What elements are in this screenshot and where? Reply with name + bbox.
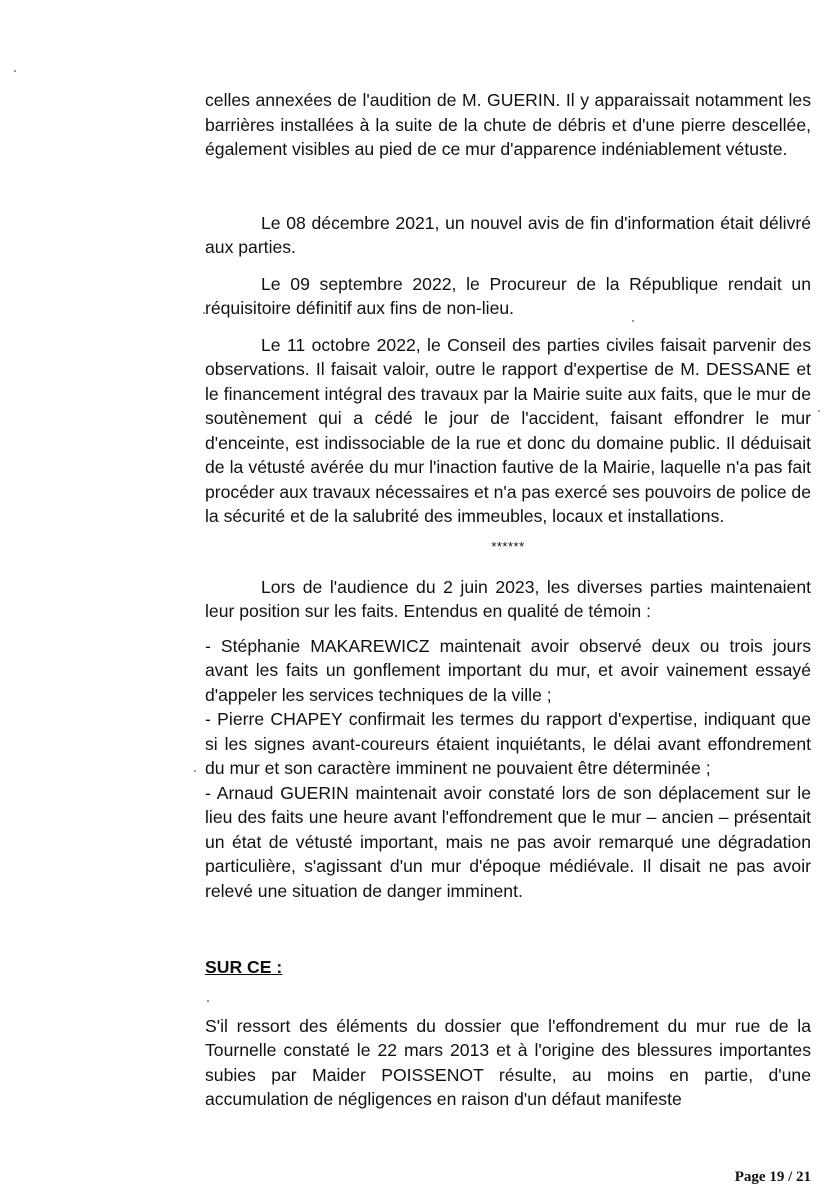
section-heading: SUR CE : [205,957,283,977]
paragraph-audience: Lors de l'audience du 2 juin 2023, les diverses parties maintenaient leur position sur les faits. Entendus en qualité de témoin : [205,576,811,621]
witness-statement: - Pierre CHAPEY confirmait les termes du rapport d'expertise, indiquant que si les signes avant-coureurs étaient inquiétants, le délai avant effondrement du mur et son caractère imminent ne pouvaient être déterminée ; [205,709,811,778]
paragraph-requisitoire: Le 09 septembre 2022, le Procureur de la République rendait un réquisitoire définitif aux fins de non-lieu. [205,273,811,318]
page-number: Page 19 / 21 [734,1169,811,1185]
section-separator: ****** [491,538,525,554]
witness-statement: - Arnaud GUERIN maintenait avoir constaté lors de son déplacement sur le lieu des faits une heure avant l'effondrement que le mur – ancien – présentait un état de vétusté important, mais ne pas avoir remarqué une dégradation particulière, s'agissant d'un mur d'époque médiévale. Il disait ne pas avoir relevé une situation de danger imminent. [205,782,811,901]
scan-speck [818,410,820,412]
scan-speck [14,70,16,72]
paragraph-observations: Le 11 octobre 2022, le Conseil des parties civiles faisait parvenir des observations. Il faisait valoir, outre le rapport d'expertise de M. DESSANE et le financement intégral des travaux par la Mairie suite aux faits, que le mur de soutènement qui a cédé le jour de l'accident, faisant effondrer le mur d'enceinte, est indissociable de la rue et donc du domaine public. Il déduisait de la vétusté avérée du mur l'inaction fautive de la Mairie, laquelle n'a pas fait procéder aux travaux nécessaires et n'a pas exercé ses pouvoirs de police de la sécurité et de la salubrité des immeubles, locaux et installations. [205,334,811,526]
witness-statement: - Stéphanie MAKAREWICZ maintenait avoir observé deux ou trois jours avant les faits un gonflement important du mur, et avoir vainement essayé d'appeler les services techniques de la ville ; [205,635,811,705]
paragraph-sur-ce: S'il ressort des éléments du dossier que l'effondrement du mur rue de la Tournelle constaté le 22 mars 2013 et à l'origine des blessures importantes subies par Maider POISSENOT résulte, au moins en partie, d'une accumulation de négligences en raison d'un défaut manifeste [205,1015,811,1109]
document-body [205,88,811,1112]
paragraph-avis-fin-information: Le 08 décembre 2021, un nouvel avis de fin d'information était délivré aux parties. [205,212,811,257]
paragraph-audition: celles annexées de l'audition de M. GUERIN. Il y apparaissait notamment les barrières installées à la suite de la chute de débris et d'une pierre descellée, également visibles au pied de ce mur d'apparence indéniablement vétuste. [205,90,811,159]
scan-speck [194,770,196,772]
